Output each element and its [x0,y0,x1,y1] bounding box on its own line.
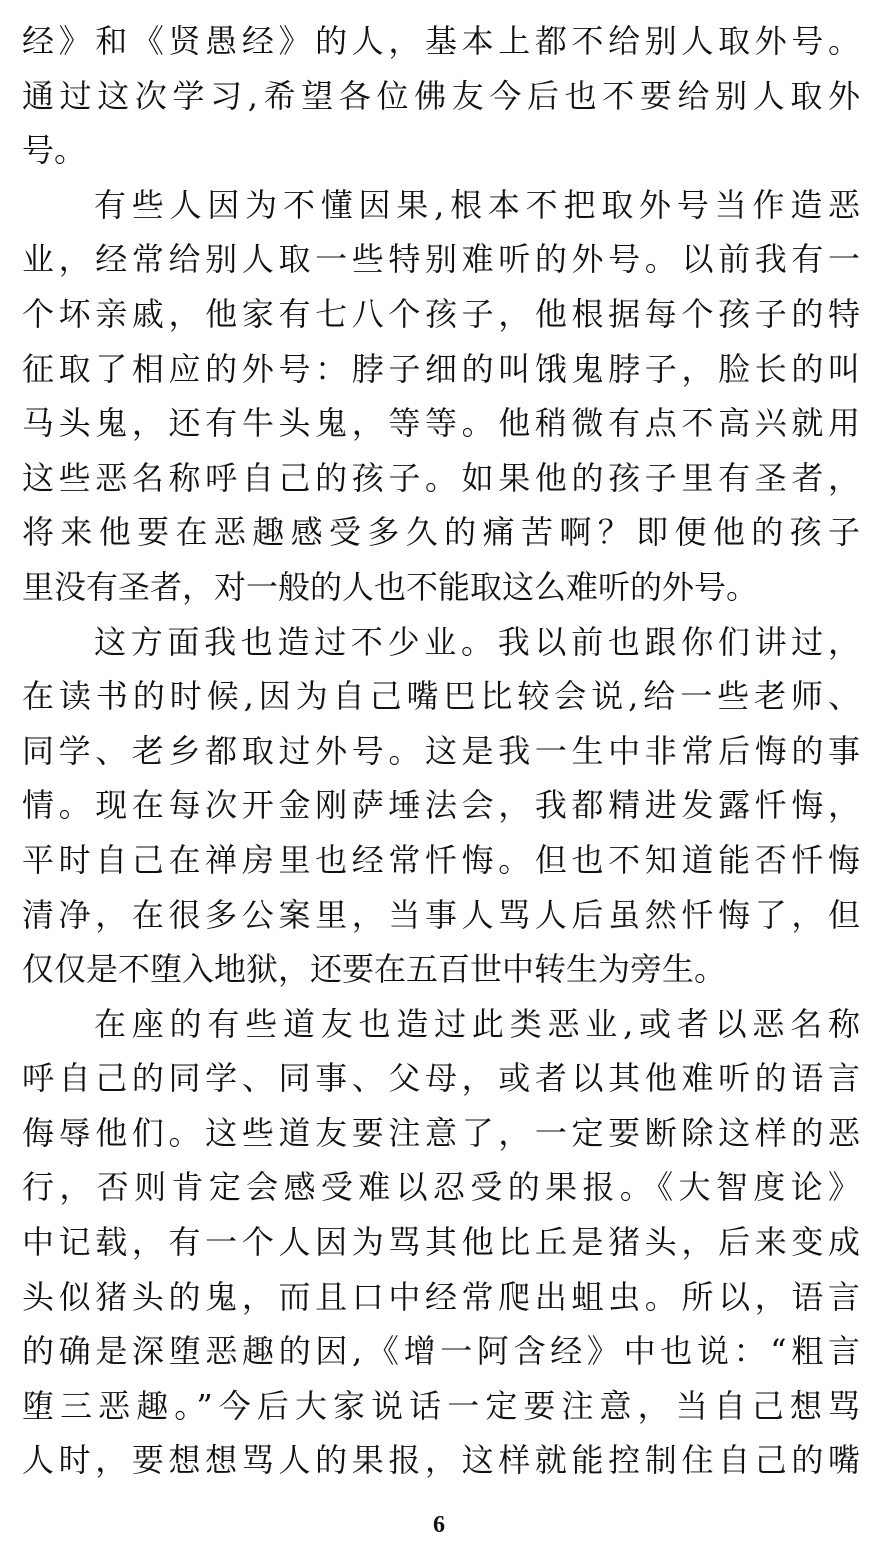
text-line: 业，经常给别人取一些特别难听的外号。以前我有一 [22,240,860,279]
text-line: 在读书的时候,因为自己嘴巴比较会说,给一些老师、 [22,677,860,716]
text-line: 行，否则肯定会感受难以忍受的果报。《大智度论》 [22,1168,860,1207]
text-line: 通过这次学习,希望各位佛友今后也不要给别人取外 [22,76,860,115]
text-line: 平时自己在禅房里也经常忏悔。但也不知道能否忏悔 [22,840,860,879]
text-line: 将来他要在恶趣感受多久的痛苦啊？即便他的孩子 [22,513,860,552]
text-line: 这方面我也造过不少业。我以前也跟你们讲过， [94,622,860,661]
text-line: 经》和《贤愚经》的人，基本上都不给别人取外号。 [22,22,860,60]
text-line: 号。 [22,131,87,170]
text-line: 这些恶名称呼自己的孩子。如果他的孩子里有圣者， [22,458,860,497]
body-text [22,14,860,1488]
text-line: 里没有圣者，对一般的人也不能取这么难听的外号。 [22,567,759,606]
text-line: 仅仅是不堕入地狱，还要在五百世中转生为旁生。 [22,950,727,989]
text-line: 呼自己的同学、同事、父母，或者以其他难听的语言 [22,1059,860,1098]
text-line: 人时，要想想骂人的果报，这样就能控制住自己的嘴 [22,1441,860,1480]
text-line: 堕三恶趣。”今后大家说话一定要注意，当自己想骂 [22,1386,860,1425]
text-line: 中记载，有一个人因为骂其他比丘是猪头，后来变成 [22,1223,860,1262]
text-line: 个坏亲戚，他家有七八个孩子，他根据每个孩子的特 [22,294,860,333]
text-line: 情。现在每次开金刚萨埵法会，我都精进发露忏悔， [22,786,860,825]
text-line: 清净，在很多公案里，当事人骂人后虽然忏悔了，但 [22,895,860,934]
page-number: 6 [433,1512,445,1538]
text-line: 的确是深堕恶趣的因,《增一阿含经》中也说：“粗言 [22,1332,860,1371]
text-line: 头似猪头的鬼，而且口中经常爬出蛆虫。所以，语言 [22,1277,860,1316]
text-line: 同学、老乡都取过外号。这是我一生中非常后悔的事 [22,731,860,770]
text-line: 有些人因为不懂因果,根本不把取外号当作造恶 [94,185,860,224]
text-line: 征取了相应的外号：脖子细的叫饿鬼脖子，脸长的叫 [22,349,860,388]
text-line: 在座的有些道友也造过此类恶业,或者以恶名称 [94,1004,860,1043]
text-line: 马头鬼，还有牛头鬼，等等。他稍微有点不高兴就用 [22,404,860,443]
text-line: 侮辱他们。这些道友要注意了，一定要断除这样的恶 [22,1113,860,1152]
